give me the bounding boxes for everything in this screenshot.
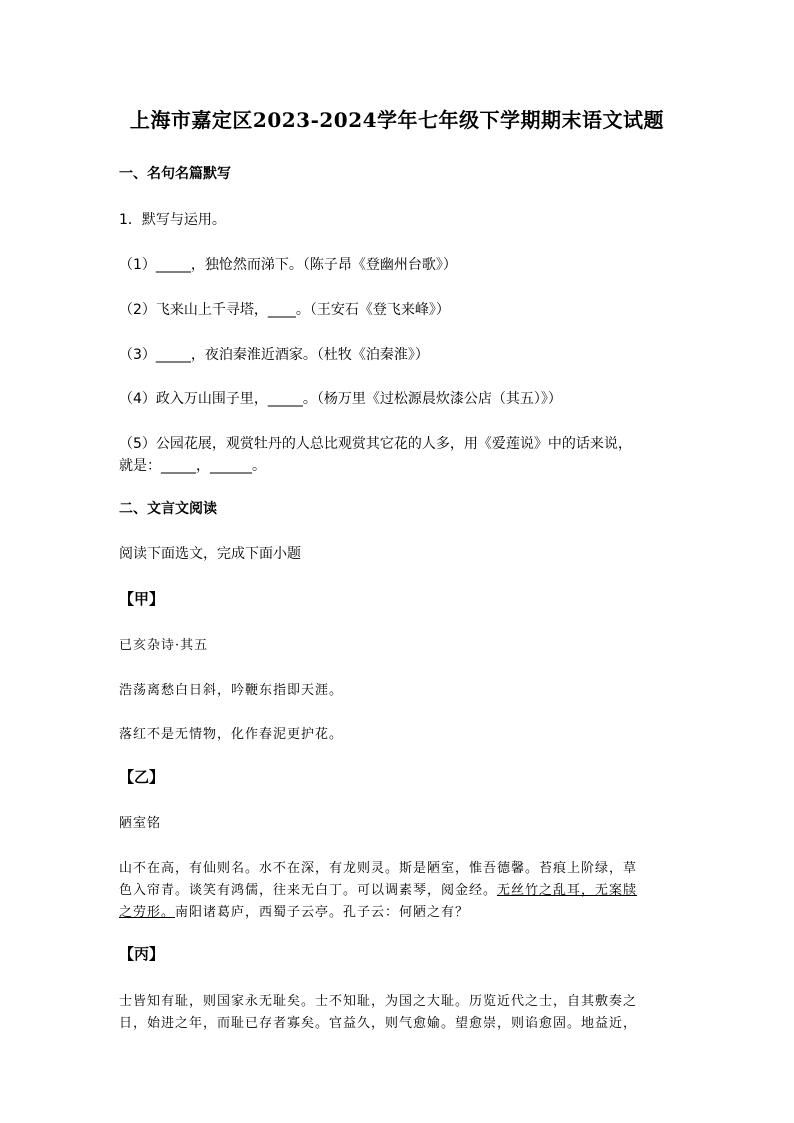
passage-jia-line-1: 浩荡离愁白日斜，吟鞭东指即天涯。: [119, 683, 344, 698]
reading-instruction: 阅读下面选文，完成下面小题: [119, 546, 301, 562]
question-item-3: （3）_____，夜泊秦淮近酒家。（杜牧《泊秦淮》）: [119, 347, 429, 363]
passage-yi-line-2-text: 色入帘青。谈笑有鸿儒，往来无白丁。可以调素琴，阅金经。: [119, 883, 498, 898]
passage-yi-line-3: [119, 901, 469, 920]
question-1-label: 1．默写与运用。: [119, 212, 226, 228]
section2-heading: 二、文言文阅读: [119, 501, 217, 517]
passage-yi-label: 【乙】: [119, 768, 165, 786]
passage-yi-underlined-2: 之劳形。: [119, 905, 176, 920]
passage-jia-title: 已亥杂诗·其五: [119, 638, 209, 653]
passage-jia-line-2: 落红不是无情物，化作春泥更护花。: [119, 727, 344, 742]
passage-yi-underlined-1: 无丝竹之乱耳，无案牍: [497, 883, 638, 898]
question-item-5-line1: （5）公园花展，观赏牡丹的人总比观赏其它花的人多，用《爱莲说》中的话来说，: [119, 436, 632, 452]
passage-yi-line-1: 山不在高，有仙则名。水不在深，有龙则灵。斯是陋室，惟吾德馨。苔痕上阶绿，草: [119, 861, 638, 876]
passage-bing-line-2: 日，始进之年，而耻已存者寡矣。官益久，则气愈媮。望愈崇，则谄愈固。地益近，: [119, 1016, 638, 1031]
passage-yi-line-3-text: 南阳诸葛庐，西蜀子云亭。孔子云：何陋之有？: [175, 905, 470, 920]
page-title: 上海市嘉定区2023-2024学年七年级下学期期末语文试题: [129, 108, 665, 132]
passage-bing-label: 【丙】: [119, 945, 165, 963]
passage-jia-label: 【甲】: [119, 590, 165, 608]
question-item-4: （4）政入万山围子里，_____。（杨万里《过松源晨炊漆公店（其五）》）: [119, 391, 562, 407]
passage-bing-line-1: 士皆知有耻，则国家永无耻矣。士不知耻，为国之大耻。历览近代之士，自其敷奏之: [119, 994, 638, 1009]
question-item-1: （1）_____，独怆然而涕下。（陈子昂《登幽州台歌》）: [119, 257, 457, 273]
passage-yi-title: 陋室铭: [119, 816, 162, 831]
section1-heading: 一、名句名篇默写: [119, 166, 231, 182]
question-item-2: （2）飞来山上千寻塔，____。（王安石《登飞来峰》）: [119, 302, 450, 318]
passage-yi-line-2: [119, 879, 637, 898]
question-item-5-line2: 就是：_____，______。: [119, 458, 266, 474]
